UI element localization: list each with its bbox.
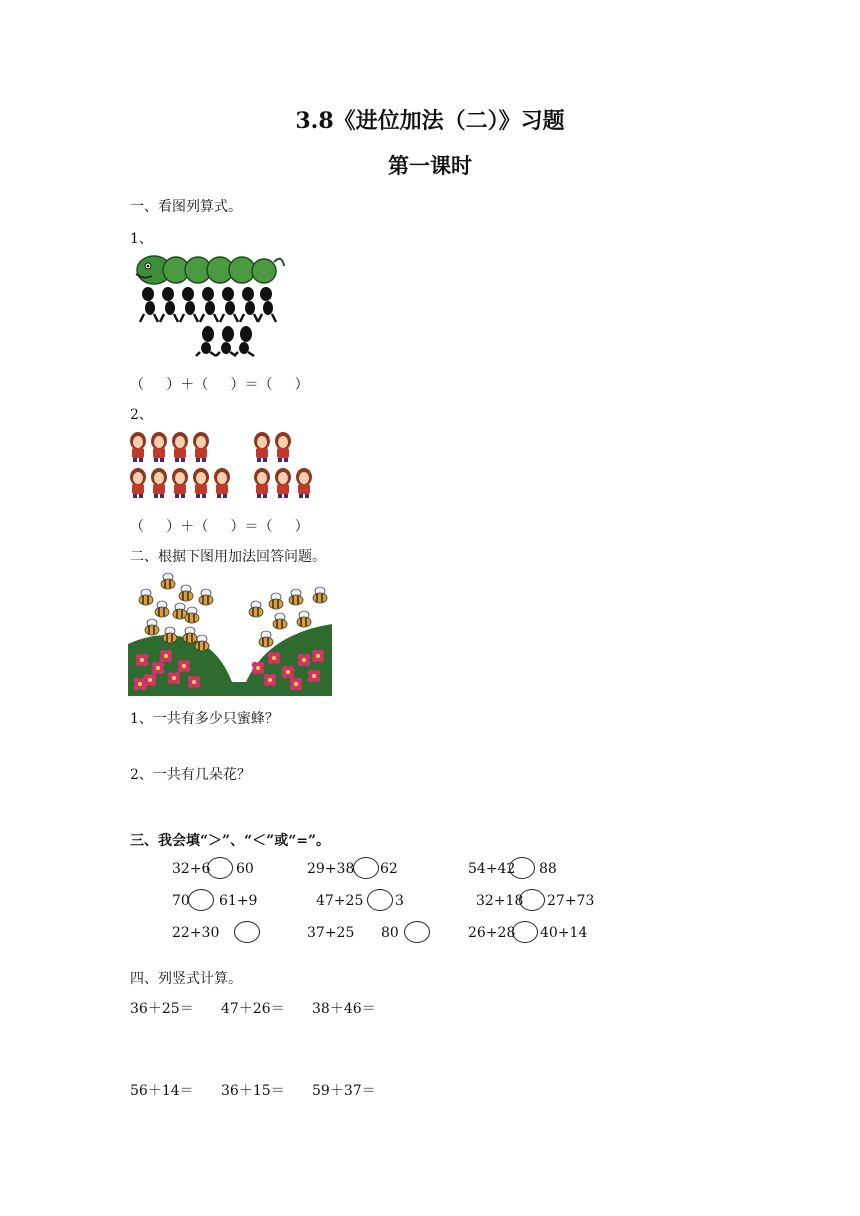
compare-left: 26+28 <box>468 925 516 941</box>
q1-label: 1、 <box>130 231 153 247</box>
vertical-calc-problem: 59＋37＝ <box>312 1083 376 1099</box>
vertical-calc-problem: 36＋15＝ <box>221 1083 285 1099</box>
vertical-calc-problem: 47＋26＝ <box>221 1001 285 1017</box>
vertical-calc-problem: 56＋14＝ <box>130 1083 194 1099</box>
compare-left: 54+42 <box>468 861 516 877</box>
page-subtitle: 第一课时 <box>388 153 472 178</box>
answer-circle[interactable] <box>353 857 379 879</box>
page-title: 3.8《进位加法（二）》习题 <box>295 108 565 134</box>
answer-circle[interactable] <box>207 857 233 879</box>
answer-circle[interactable] <box>234 921 260 943</box>
answer-circle[interactable] <box>188 889 214 911</box>
ants-walking <box>196 326 254 356</box>
bees-flowers-picture <box>128 572 332 696</box>
compare-right: 40+14 <box>540 925 588 941</box>
compare-right: 62 <box>380 861 398 877</box>
ants-under-caterpillar <box>140 287 276 322</box>
section1-heading: 一、看图列算式。 <box>130 199 242 215</box>
section2-q2: 2、一共有几朵花？ <box>130 767 251 783</box>
compare-right: 61+9 <box>219 893 258 909</box>
section3-heading: 三、我会填“＞”、“＜”或“=”。 <box>130 833 331 849</box>
vertical-calc-problem: 38＋46＝ <box>312 1001 376 1017</box>
compare-right: 27+73 <box>547 893 595 909</box>
section4-heading: 四、列竖式计算。 <box>130 971 242 987</box>
answer-circle[interactable] <box>509 857 535 879</box>
girls-group-left <box>130 432 230 498</box>
compare-left: 32+18 <box>476 893 524 909</box>
girls-group-right <box>254 432 312 498</box>
compare-left: 37+25 <box>307 925 355 941</box>
compare-middle: 80 <box>381 925 399 941</box>
vertical-calc-problem: 36＋25＝ <box>130 1001 194 1017</box>
answer-circle[interactable] <box>367 889 393 911</box>
caterpillar <box>136 256 284 284</box>
compare-right: 60 <box>236 861 254 877</box>
section2-heading: 二、根据下图用加法回答问题。 <box>130 549 326 565</box>
compare-left: 22+30 <box>172 925 220 941</box>
answer-circle[interactable] <box>512 921 538 943</box>
compare-right: 88 <box>539 861 557 877</box>
q2-equation: （ ）＋（ ）＝（ ） <box>130 519 309 535</box>
q2-label: 2、 <box>130 407 153 423</box>
compare-right: 3 <box>395 893 404 909</box>
compare-left: 29+38 <box>307 861 355 877</box>
compare-left: 47+25 <box>316 893 364 909</box>
caterpillar-ants-picture <box>128 250 288 360</box>
girls-picture <box>128 430 318 502</box>
answer-circle[interactable] <box>404 921 430 943</box>
q1-equation: （ ）＋（ ）＝（ ） <box>130 377 309 393</box>
compare-left: 70 <box>172 893 190 909</box>
section2-q1: 1、一共有多少只蜜蜂？ <box>130 711 279 727</box>
compare-left: 32+6 <box>172 861 211 877</box>
answer-circle[interactable] <box>519 889 545 911</box>
